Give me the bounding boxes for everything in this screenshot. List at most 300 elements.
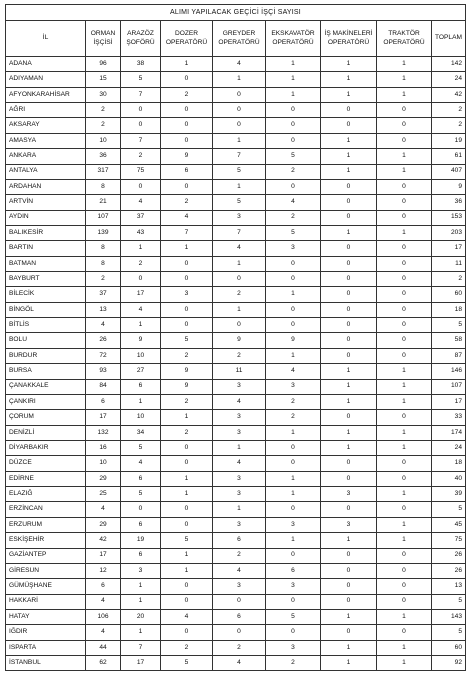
value-cell: 1 (266, 471, 321, 486)
value-cell: 2 (213, 348, 266, 363)
value-cell: 4 (121, 456, 161, 471)
value-cell: 0 (161, 440, 213, 455)
total-cell: 92 (432, 656, 466, 671)
value-cell: 34 (121, 425, 161, 440)
value-cell: 2 (121, 149, 161, 164)
value-cell: 0 (321, 563, 377, 578)
table-row (6, 210, 466, 225)
value-cell: 0 (377, 548, 432, 563)
value-cell: 0 (161, 456, 213, 471)
table-row (6, 256, 466, 271)
table-row (6, 103, 466, 118)
table-row (6, 195, 466, 210)
value-cell: 2 (266, 656, 321, 671)
value-cell: 1 (161, 487, 213, 502)
value-cell: 1 (377, 57, 432, 72)
total-cell: 407 (432, 164, 466, 179)
value-cell: 2 (161, 195, 213, 210)
value-cell: 1 (213, 302, 266, 317)
value-cell: 1 (213, 440, 266, 455)
value-cell: 2 (213, 640, 266, 655)
value-cell: 2 (86, 272, 121, 287)
value-cell: 4 (213, 456, 266, 471)
table-row (6, 625, 466, 640)
table-row (6, 517, 466, 532)
value-cell: 1 (377, 379, 432, 394)
total-cell: 143 (432, 609, 466, 624)
value-cell: 8 (86, 179, 121, 194)
province-cell: AMASYA (6, 133, 86, 148)
header-arazoz-soforu (121, 21, 161, 57)
value-cell: 0 (213, 625, 266, 640)
province-cell: ESKİŞEHİR (6, 533, 86, 548)
province-cell: ELAZIĞ (6, 487, 86, 502)
total-cell: 2 (432, 118, 466, 133)
value-cell: 2 (161, 87, 213, 102)
value-cell: 1 (377, 72, 432, 87)
value-cell: 0 (266, 440, 321, 455)
value-cell: 0 (213, 594, 266, 609)
value-cell: 6 (121, 379, 161, 394)
value-cell: 0 (266, 118, 321, 133)
value-cell: 1 (377, 364, 432, 379)
header-line1: GREYDER (222, 29, 256, 37)
value-cell: 0 (121, 272, 161, 287)
value-cell: 0 (321, 241, 377, 256)
province-cell: BARTIN (6, 241, 86, 256)
table-title: ALIMI YAPILACAK GEÇİCİ İŞÇİ SAYISI (6, 5, 466, 21)
total-cell: 18 (432, 456, 466, 471)
value-cell: 20 (121, 609, 161, 624)
value-cell: 0 (377, 118, 432, 133)
value-cell: 0 (266, 179, 321, 194)
value-cell: 3 (213, 471, 266, 486)
value-cell: 27 (121, 364, 161, 379)
header-line1: ARAZÖZ (127, 29, 154, 37)
value-cell: 2 (161, 394, 213, 409)
value-cell: 0 (321, 210, 377, 225)
value-cell: 3 (161, 287, 213, 302)
value-cell: 15 (86, 72, 121, 87)
value-cell: 6 (86, 579, 121, 594)
total-cell: 36 (432, 195, 466, 210)
value-cell: 1 (213, 256, 266, 271)
value-cell: 1 (377, 87, 432, 102)
value-cell: 1 (377, 517, 432, 532)
header-line2: OPERATÖRÜ (165, 38, 208, 46)
value-cell: 5 (121, 440, 161, 455)
table-row (6, 272, 466, 287)
value-cell: 1 (321, 379, 377, 394)
province-cell: AĞRI (6, 103, 86, 118)
value-cell: 0 (321, 118, 377, 133)
value-cell: 93 (86, 364, 121, 379)
value-cell: 2 (86, 103, 121, 118)
value-cell: 1 (321, 149, 377, 164)
value-cell: 1 (321, 609, 377, 624)
value-cell: 9 (121, 333, 161, 348)
value-cell: 0 (161, 502, 213, 517)
value-cell: 0 (377, 563, 432, 578)
value-cell: 2 (266, 410, 321, 425)
value-cell: 42 (86, 533, 121, 548)
value-cell: 0 (161, 103, 213, 118)
total-cell: 17 (432, 394, 466, 409)
value-cell: 6 (161, 164, 213, 179)
value-cell: 0 (121, 103, 161, 118)
value-cell: 7 (121, 133, 161, 148)
total-cell: 174 (432, 425, 466, 440)
value-cell: 0 (161, 625, 213, 640)
value-cell: 1 (321, 533, 377, 548)
value-cell: 5 (161, 533, 213, 548)
table-row (6, 533, 466, 548)
value-cell: 1 (321, 364, 377, 379)
value-cell: 2 (266, 210, 321, 225)
value-cell: 36 (86, 149, 121, 164)
value-cell: 3 (266, 517, 321, 532)
province-cell: ANTALYA (6, 164, 86, 179)
value-cell: 0 (321, 195, 377, 210)
total-cell: 5 (432, 318, 466, 333)
value-cell: 0 (266, 594, 321, 609)
table-row (6, 594, 466, 609)
value-cell: 0 (321, 272, 377, 287)
value-cell: 1 (161, 563, 213, 578)
value-cell: 29 (86, 517, 121, 532)
header-line1: DOZER (174, 29, 199, 37)
value-cell: 17 (86, 548, 121, 563)
value-cell: 1 (213, 502, 266, 517)
value-cell: 6 (266, 563, 321, 578)
header-line1: TOPLAM (435, 34, 462, 42)
header-traktor-operatoru (377, 21, 432, 57)
table-row (6, 456, 466, 471)
value-cell: 0 (161, 579, 213, 594)
value-cell: 1 (121, 394, 161, 409)
value-cell: 1 (321, 133, 377, 148)
value-cell: 10 (86, 133, 121, 148)
value-cell: 1 (321, 87, 377, 102)
value-cell: 7 (213, 225, 266, 240)
value-cell: 84 (86, 379, 121, 394)
table-row (6, 149, 466, 164)
table-row (6, 502, 466, 517)
value-cell: 132 (86, 425, 121, 440)
value-cell: 4 (86, 502, 121, 517)
header-line2: OPERATÖRÜ (383, 38, 425, 46)
table-row (6, 164, 466, 179)
value-cell: 10 (86, 456, 121, 471)
total-cell: 18 (432, 302, 466, 317)
value-cell: 11 (213, 364, 266, 379)
value-cell: 17 (121, 656, 161, 671)
total-cell: 13 (432, 579, 466, 594)
value-cell: 75 (121, 164, 161, 179)
value-cell: 0 (321, 471, 377, 486)
value-cell: 0 (213, 103, 266, 118)
value-cell: 72 (86, 348, 121, 363)
header-line1: ORMAN (90, 29, 116, 37)
province-cell: ÇANAKKALE (6, 379, 86, 394)
value-cell: 107 (86, 210, 121, 225)
value-cell: 6 (213, 533, 266, 548)
value-cell: 0 (266, 502, 321, 517)
value-cell: 0 (161, 179, 213, 194)
province-cell: EDİRNE (6, 471, 86, 486)
province-cell: GAZİANTEP (6, 548, 86, 563)
value-cell: 1 (266, 87, 321, 102)
value-cell: 0 (213, 272, 266, 287)
table-row (6, 609, 466, 624)
value-cell: 6 (121, 471, 161, 486)
table-row (6, 548, 466, 563)
province-cell: ÇORUM (6, 410, 86, 425)
value-cell: 9 (161, 364, 213, 379)
table-row (6, 333, 466, 348)
province-cell: BATMAN (6, 256, 86, 271)
province-cell: DİYARBAKIR (6, 440, 86, 455)
header-line2: İŞÇİSİ (93, 38, 113, 46)
value-cell: 3 (213, 487, 266, 502)
total-cell: 11 (432, 256, 466, 271)
header-row (6, 21, 466, 57)
value-cell: 4 (213, 563, 266, 578)
province-cell: BİLECİK (6, 287, 86, 302)
total-cell: 19 (432, 133, 466, 148)
table-row (6, 318, 466, 333)
value-cell: 0 (161, 133, 213, 148)
value-cell: 0 (321, 548, 377, 563)
value-cell: 0 (161, 72, 213, 87)
province-cell: AFYONKARAHİSAR (6, 87, 86, 102)
total-cell: 2 (432, 272, 466, 287)
value-cell: 0 (321, 302, 377, 317)
value-cell: 1 (377, 149, 432, 164)
header-line1: TRAKTÖR (388, 29, 420, 37)
value-cell: 0 (321, 502, 377, 517)
total-cell: 2 (432, 103, 466, 118)
value-cell: 2 (213, 548, 266, 563)
value-cell: 0 (161, 594, 213, 609)
total-cell: 87 (432, 348, 466, 363)
header-is-makineleri-operatoru (321, 21, 377, 57)
value-cell: 2 (121, 256, 161, 271)
value-cell: 4 (121, 195, 161, 210)
value-cell: 1 (161, 241, 213, 256)
value-cell: 4 (161, 210, 213, 225)
value-cell: 0 (161, 318, 213, 333)
value-cell: 3 (213, 379, 266, 394)
value-cell: 1 (266, 348, 321, 363)
table-row (6, 57, 466, 72)
province-cell: ERZİNCAN (6, 502, 86, 517)
value-cell: 1 (266, 487, 321, 502)
value-cell: 1 (377, 656, 432, 671)
value-cell: 4 (213, 656, 266, 671)
value-cell: 0 (213, 87, 266, 102)
table-row (6, 348, 466, 363)
value-cell: 16 (86, 440, 121, 455)
value-cell: 4 (86, 625, 121, 640)
total-cell: 24 (432, 440, 466, 455)
value-cell: 3 (266, 640, 321, 655)
value-cell: 1 (161, 410, 213, 425)
total-cell: 39 (432, 487, 466, 502)
value-cell: 0 (321, 348, 377, 363)
value-cell: 4 (86, 318, 121, 333)
table-row (6, 302, 466, 317)
value-cell: 0 (213, 118, 266, 133)
value-cell: 3 (266, 379, 321, 394)
province-cell: BOLU (6, 333, 86, 348)
value-cell: 3 (321, 487, 377, 502)
value-cell: 2 (213, 287, 266, 302)
value-cell: 7 (121, 87, 161, 102)
value-cell: 0 (321, 456, 377, 471)
value-cell: 0 (377, 333, 432, 348)
value-cell: 6 (86, 394, 121, 409)
value-cell: 0 (266, 302, 321, 317)
value-cell: 9 (266, 333, 321, 348)
value-cell: 0 (321, 287, 377, 302)
value-cell: 0 (377, 302, 432, 317)
province-cell: IĞDIR (6, 625, 86, 640)
value-cell: 17 (86, 410, 121, 425)
value-cell: 3 (213, 210, 266, 225)
province-cell: İSTANBUL (6, 656, 86, 671)
value-cell: 5 (266, 149, 321, 164)
table-row (6, 394, 466, 409)
value-cell: 96 (86, 57, 121, 72)
value-cell: 8 (86, 256, 121, 271)
value-cell: 0 (377, 256, 432, 271)
value-cell: 0 (161, 302, 213, 317)
value-cell: 62 (86, 656, 121, 671)
value-cell: 0 (266, 548, 321, 563)
value-cell: 1 (321, 72, 377, 87)
value-cell: 0 (121, 179, 161, 194)
total-cell: 17 (432, 241, 466, 256)
value-cell: 0 (321, 625, 377, 640)
header-line2: OPERATÖRÜ (327, 38, 370, 46)
value-cell: 30 (86, 87, 121, 102)
table-row (6, 579, 466, 594)
header-line2: OPERATÖRÜ (218, 38, 260, 46)
value-cell: 0 (121, 502, 161, 517)
province-cell: ARDAHAN (6, 179, 86, 194)
total-cell: 33 (432, 410, 466, 425)
value-cell: 3 (266, 241, 321, 256)
value-cell: 43 (121, 225, 161, 240)
header-greyder-operatoru (213, 21, 266, 57)
province-cell: AKSARAY (6, 118, 86, 133)
value-cell: 0 (321, 256, 377, 271)
table-row (6, 241, 466, 256)
value-cell: 1 (121, 594, 161, 609)
value-cell: 6 (121, 517, 161, 532)
province-cell: HAKKARİ (6, 594, 86, 609)
value-cell: 17 (121, 287, 161, 302)
province-cell: BURSA (6, 364, 86, 379)
value-cell: 3 (213, 579, 266, 594)
value-cell: 1 (121, 241, 161, 256)
province-cell: BURDUR (6, 348, 86, 363)
value-cell: 37 (121, 210, 161, 225)
value-cell: 4 (266, 364, 321, 379)
value-cell: 0 (377, 594, 432, 609)
header-line1: İŞ MAKİNELERİ (324, 29, 373, 37)
value-cell: 3 (213, 425, 266, 440)
province-cell: BİTLİS (6, 318, 86, 333)
value-cell: 1 (321, 640, 377, 655)
total-cell: 75 (432, 533, 466, 548)
value-cell: 2 (266, 164, 321, 179)
value-cell: 2 (161, 348, 213, 363)
value-cell: 4 (86, 594, 121, 609)
value-cell: 2 (161, 425, 213, 440)
value-cell: 4 (121, 302, 161, 317)
value-cell: 317 (86, 164, 121, 179)
value-cell: 1 (321, 440, 377, 455)
value-cell: 1 (161, 471, 213, 486)
value-cell: 0 (377, 502, 432, 517)
total-cell: 5 (432, 502, 466, 517)
value-cell: 0 (321, 594, 377, 609)
total-cell: 60 (432, 287, 466, 302)
value-cell: 5 (161, 333, 213, 348)
total-cell: 24 (432, 72, 466, 87)
total-cell: 60 (432, 640, 466, 655)
total-cell: 107 (432, 379, 466, 394)
header-line1: İL (42, 34, 49, 42)
province-cell: GÜMÜŞHANE (6, 579, 86, 594)
province-cell: ARTVİN (6, 195, 86, 210)
value-cell: 3 (266, 579, 321, 594)
province-cell: ADANA (6, 57, 86, 72)
table-row (6, 364, 466, 379)
value-cell: 7 (161, 225, 213, 240)
header-line1: EKSKAVATÖR (271, 29, 315, 37)
header-ekskavator-operatoru (266, 21, 321, 57)
value-cell: 0 (161, 517, 213, 532)
value-cell: 0 (377, 410, 432, 425)
value-cell: 4 (213, 241, 266, 256)
value-cell: 1 (161, 548, 213, 563)
total-cell: 40 (432, 471, 466, 486)
value-cell: 0 (377, 133, 432, 148)
value-cell: 0 (321, 410, 377, 425)
value-cell: 7 (213, 149, 266, 164)
province-cell: ANKARA (6, 149, 86, 164)
table-row (6, 425, 466, 440)
province-cell: BALIKESİR (6, 225, 86, 240)
value-cell: 0 (377, 348, 432, 363)
province-cell: BİNGÖL (6, 302, 86, 317)
value-cell: 5 (266, 225, 321, 240)
header-il (6, 21, 86, 57)
header-orman-iscisi (86, 21, 121, 57)
table-row (6, 379, 466, 394)
value-cell: 1 (266, 425, 321, 440)
value-cell: 4 (213, 57, 266, 72)
table-row (6, 72, 466, 87)
value-cell: 10 (121, 410, 161, 425)
value-cell: 7 (121, 640, 161, 655)
value-cell: 4 (161, 609, 213, 624)
value-cell: 4 (266, 195, 321, 210)
table-row (6, 118, 466, 133)
